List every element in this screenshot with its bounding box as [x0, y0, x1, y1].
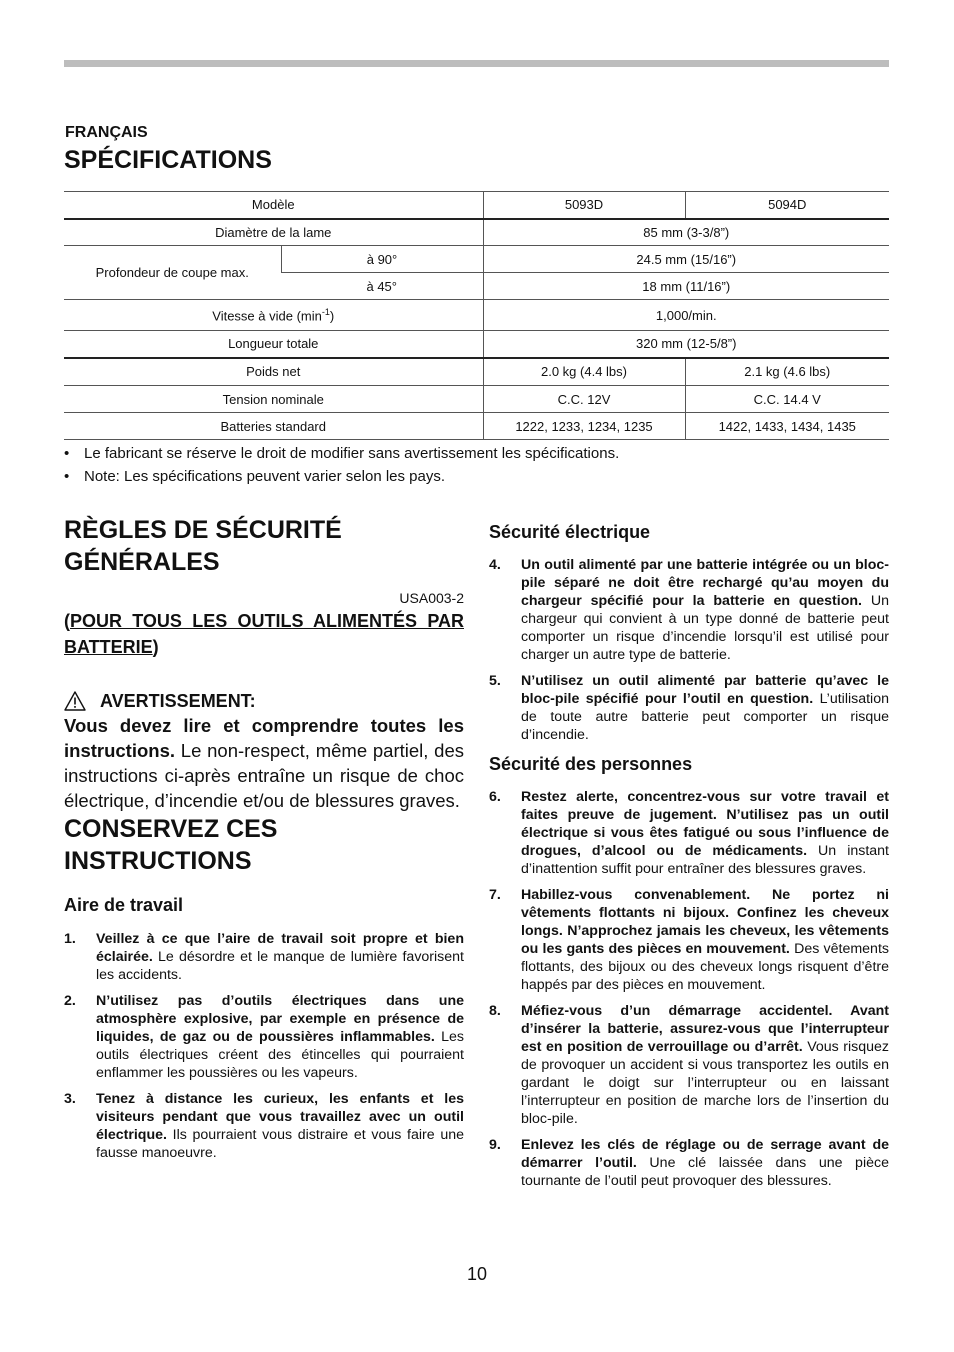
item-text: Une clé laissée dans une pièce tournante de l’outil peut provoquer des blessures. [521, 1155, 889, 1189]
speed-label [64, 300, 483, 331]
list-item [489, 1136, 889, 1190]
blade-value: 85 mm (3-3/8”) [483, 219, 889, 246]
item-bold: Méfiez-vous d’un démarrage accidentel. Avant d’insérer la batterie, assurez-vous que l’interrupteur est en position de verrouillage ou d’arrêt. [521, 1003, 889, 1055]
weight-label: Poids net [64, 358, 483, 386]
list-item [64, 930, 464, 984]
depth-90-label: à 90° [281, 246, 483, 273]
left-column [64, 514, 464, 1170]
table-row [64, 219, 889, 246]
item-bold: Enlevez les clés de réglage ou de serrage avant de démarrer l’outil. [521, 1137, 889, 1171]
depth-90-value: 24.5 mm (15/16”) [483, 246, 889, 273]
item-bold: Tenez à distance les curieux, les enfants et les visiteurs pendant que vous travaillez avec un outil électrique. [96, 1091, 464, 1143]
header-rule [64, 60, 889, 67]
item-text: Un chargeur qui convient à un type donné de batterie peut comporter un risque d’incendie lorsqu’il est utilisé pour charger un autre type de batterie. [521, 593, 889, 663]
warning-body-text: Le non-respect, même partiel, des instructions ci-après entraîne un risque de choc électrique, d’incendie et/ou de blessures graves. [64, 740, 464, 811]
personal-safety-list [489, 788, 889, 1190]
item-number: 4. [489, 557, 501, 573]
battery-label: Batteries standard [64, 413, 483, 440]
weight-5094d: 2.1 kg (4.6 lbs) [685, 358, 889, 386]
personal-safety-heading: Sécurité des personnes [489, 754, 693, 774]
depth-45-value: 18 mm (11/16”) [483, 273, 889, 300]
depth-45-label: à 45° [281, 273, 483, 300]
weight-5093d: 2.0 kg (4.4 lbs) [483, 358, 685, 386]
keep-title-line2: INSTRUCTIONS [64, 847, 252, 875]
warning-bold-text: Vous devez lire et comprendre toutes les instructions. [64, 715, 464, 761]
list-item [489, 672, 889, 744]
list-item [489, 556, 889, 664]
safety-title [64, 514, 464, 578]
item-bold: Habillez-vous convenablement. Ne portez ni vêtements flottants ni bijoux. Confinez les cheveux longs. N’approchez jamais les cheveux, les vêtements ou les gants des pièces en mouvement. [521, 887, 889, 957]
warning-triangle-icon [64, 691, 86, 711]
battery-5094d: 1422, 1433, 1434, 1435 [685, 413, 889, 440]
depth-label: Profondeur de coupe max. [64, 246, 281, 300]
item-number: 9. [489, 1137, 501, 1153]
model-5093d: 5093D [483, 192, 685, 219]
specifications-title: SPÉCIFICATIONS [64, 146, 272, 174]
right-column [489, 520, 889, 1198]
item-bold: N’utilisez un outil alimenté par batterie qu’avec le bloc-pile spécifié pour l’outil en question. [521, 673, 889, 707]
item-number: 2. [64, 993, 76, 1009]
item-number: 6. [489, 789, 501, 805]
item-number: 7. [489, 887, 501, 903]
warning-label: AVERTISSEMENT: [100, 691, 256, 711]
specifications-table [64, 191, 889, 440]
document-code: USA003-2 [399, 590, 464, 606]
list-item [489, 1002, 889, 1128]
item-text: Des vêtements flottants, des bijoux ou des cheveux longs risquent d’être happés par des pièces en mouvement. [521, 941, 889, 993]
subtitle-open-paren: ( [64, 611, 70, 631]
keep-instructions-title [64, 813, 464, 877]
table-row [64, 192, 889, 219]
item-text: Le désordre et le manque de lumière favorisent les accidents. [96, 949, 464, 983]
safety-title-line2: GÉNÉRALES [64, 548, 220, 576]
item-text: Vous risquez de provoquer un accident si vous transportez les outils en gardant le doigt sur l’interrupteur ou en laissant l’interrupteur en position de marche lors de l’insertion du bloc-pile. [521, 1039, 889, 1127]
item-bold: Restez alerte, concentrez-vous sur votre travail et faites preuve de jugement. N’utilisez pas un outil électrique si vous êtes fatigué ou sous l’influence de drogues, d’alcool ou de médicaments. [521, 789, 889, 859]
language-label: FRANÇAIS [65, 124, 148, 141]
warning-text [64, 713, 464, 813]
item-text: Les outils électriques créent des étincelles qui pourraient enflammer les poussières ou les vapeurs. [96, 1029, 464, 1081]
item-bold: Veillez à ce que l’aire de travail soit propre et bien éclairée. [96, 931, 464, 965]
voltage-5093d: C.C. 12V [483, 386, 685, 413]
table-row [64, 386, 889, 413]
warning-heading [64, 690, 464, 712]
item-number: 3. [64, 1091, 76, 1107]
model-5094d: 5094D [685, 192, 889, 219]
spec-notes [64, 444, 889, 490]
item-bold: N’utilisez pas d’outils électriques dans une atmosphère explosive, par exemple en présence de liquides, de gaz ou de poussières inflammables. [96, 993, 464, 1045]
item-bold: Un outil alimenté par une batterie intégrée ou un bloc-pile séparé ne doit être rechargé qu’au moyen du chargeur spécifié pour la batterie en question. [521, 557, 889, 609]
subtitle-text: POUR TOUS LES OUTILS ALIMENTÉS PAR BATTERIE [64, 611, 464, 657]
item-text: Ils pourraient vous distraire et vous faire une fausse manoeuvre. [96, 1127, 464, 1161]
battery-5093d: 1222, 1233, 1234, 1235 [483, 413, 685, 440]
battery-tools-subtitle [64, 608, 464, 660]
item-number: 1. [64, 931, 76, 947]
length-value: 320 mm (12-5/8”) [483, 331, 889, 358]
list-item: • Note: Les spécifications peuvent varier selon les pays. [64, 467, 889, 490]
table-row [64, 413, 889, 440]
subtitle-close-paren: ) [152, 637, 159, 657]
list-item [64, 1090, 464, 1162]
item-number: 5. [489, 673, 501, 689]
speed-value: 1,000/min. [483, 300, 889, 331]
list-item [64, 992, 464, 1082]
electrical-safety-heading: Sécurité électrique [489, 522, 651, 542]
item-text: L’utilisation de toute autre batterie peut comporter un risque d’incendie. [521, 691, 889, 743]
work-area-heading: Aire de travail [64, 895, 184, 915]
keep-title-line1: CONSERVEZ CES [64, 815, 278, 843]
speed-label-close: ) [329, 308, 335, 324]
work-area-list [64, 930, 464, 1162]
table-row [64, 331, 889, 358]
page-number: 10 [466, 1264, 488, 1284]
item-number: 8. [489, 1003, 501, 1019]
model-label: Modèle [64, 192, 483, 219]
electrical-safety-list [489, 556, 889, 744]
blade-label: Diamètre de la lame [64, 219, 483, 246]
speed-label-sup: -1 [321, 306, 330, 317]
voltage-label: Tension nominale [64, 386, 483, 413]
length-label: Longueur totale [64, 331, 483, 358]
list-item: • Le fabricant se réserve le droit de modifier sans avertissement les spécifications. [64, 444, 889, 467]
list-item [489, 886, 889, 994]
item-text: Un instant d’inattention suffit pour entraîner des blessures graves. [521, 843, 889, 877]
speed-label-text: Vitesse à vide (min [212, 308, 322, 324]
voltage-5094d: C.C. 14.4 V [685, 386, 889, 413]
safety-title-line1: RÈGLES DE SÉCURITÉ [64, 516, 342, 544]
table-row [64, 300, 889, 331]
table-row [64, 358, 889, 386]
list-item [489, 788, 889, 878]
table-row [64, 246, 889, 273]
